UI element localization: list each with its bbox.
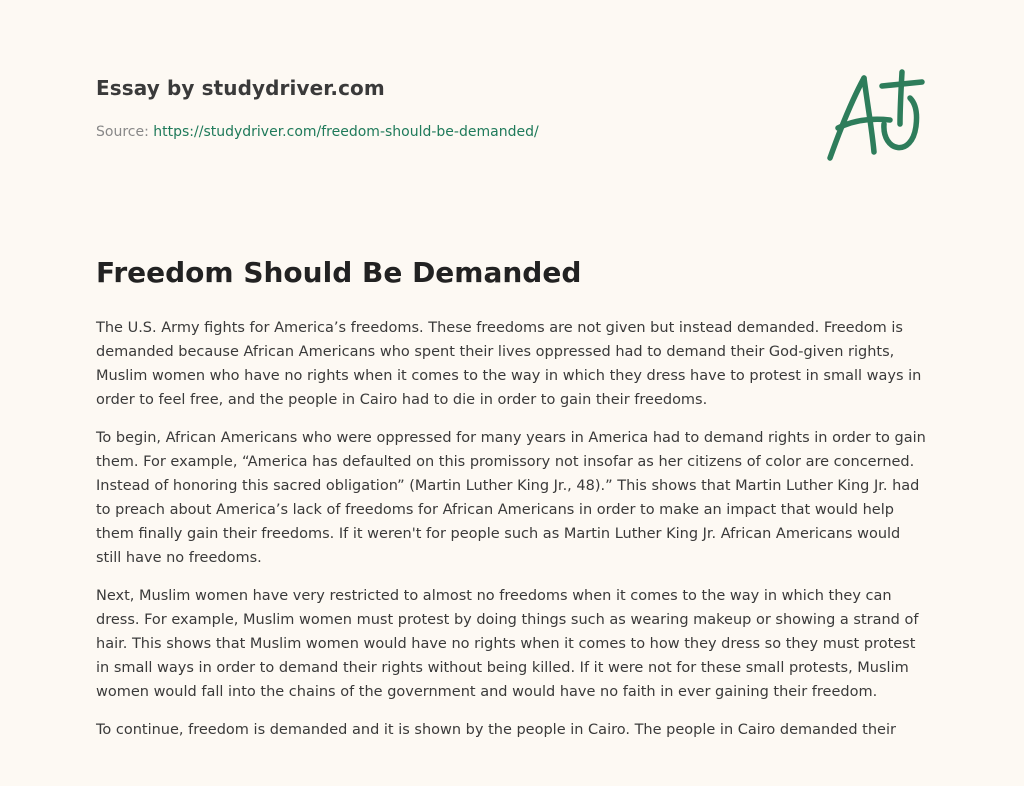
source-label: Source: — [96, 124, 154, 140]
article-body — [96, 316, 930, 756]
paragraph: Next, Muslim women have very restricted to almost no freedoms when it comes to the way in which they can dress. For example, Muslim women must protest by doing things such as wearing makeup or showing a strand of hair. This shows that Muslim women would have no rights when it comes to how they dress so they must protest in small ways in order to demand their rights without being killed. If it were not for these small protests, Muslim women would fall into the chains of the government and would have no faith in ever gaining their freedom. — [96, 588, 919, 700]
site-header — [96, 76, 796, 100]
source-link[interactable]: https://studydriver.com/freedom-should-be-demanded/ — [153, 124, 539, 140]
paragraph: To continue, freedom is demanded and it is shown by the people in Cairo. The people in Cairo demanded their — [96, 722, 896, 738]
a-plus-logo-icon — [822, 68, 932, 168]
paragraph: To begin, African Americans who were oppressed for many years in America had to demand rights in order to gain them. For example, “America has defaulted on this promissory not insofar as her citizens of color are concerned. Instead of honoring this sacred obligation” (Martin Luther King Jr., 48).” This shows that Martin Luther King Jr. had to preach about America’s lack of freedoms for African Americans in order to make an impact that would help them finally gain their freedoms. If it weren't for people such as Martin Luther King Jr. African Americans would still have no freedoms. — [96, 430, 926, 566]
source-line — [96, 124, 539, 140]
article-title: Freedom Should Be Demanded — [96, 256, 582, 289]
site-title: Essay by studydriver.com — [96, 76, 385, 100]
paragraph: The U.S. Army fights for America’s freedoms. These freedoms are not given but instead demanded. Freedom is demanded because African Americans who spent their lives oppressed had to demand their God-given rights, Muslim women who have no rights when it comes to the way in which they dress have to protest in small ways in order to feel free, and the people in Cairo had to die in order to gain their freedoms. — [96, 320, 922, 408]
